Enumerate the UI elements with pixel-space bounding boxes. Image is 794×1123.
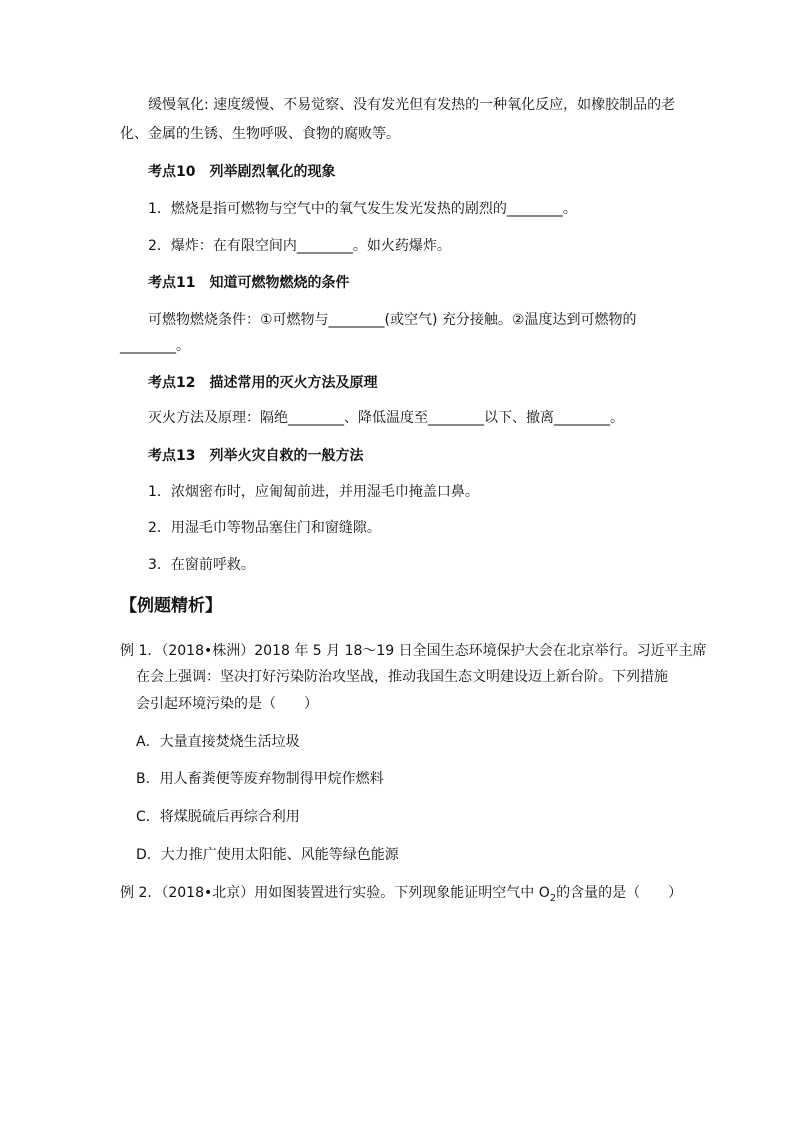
example-1-line-1: 例 1．（2018•株洲）2018 年 5 月 18～19 日全国生态环境保护大会在北京举行。习近平主席 — [120, 643, 707, 659]
point-12-heading: 考点12 描述常用的灭火方法及原理 — [148, 375, 378, 391]
examples-section-title: 【例题精析】 — [120, 596, 222, 616]
example-1-option-d: D．大力推广使用太阳能、风能等绿色能源 — [136, 847, 399, 863]
point-13-item-3: 3．在窗前呼救。 — [148, 557, 255, 573]
example-1-option-a: A．大量直接焚烧生活垃圾 — [136, 734, 300, 750]
example-1-line-2: 在会上强调：坚决打好污染防治攻坚战，推动我国生态文明建设迈上新台阶。下列措施 — [136, 669, 668, 685]
example-1-option-c: C．将煤脱硫后再综合利用 — [136, 809, 300, 825]
point-11-heading: 考点11 知道可燃物燃烧的条件 — [148, 275, 350, 291]
point-11-line-1: 可燃物燃烧条件：①可燃物与________(或空气) 充分接触。②温度达到可燃物的 — [148, 312, 637, 328]
slow-oxidation-line-1: 缓慢氧化: 速度缓慢、不易觉察、没有发光但有发热的一种氧化反应，如橡胶制品的老 — [148, 97, 676, 113]
point-12-line-1: 灭火方法及原理：隔绝________、降低温度至________以下、撤离________。 — [148, 410, 624, 426]
slow-oxidation-line-2: 化、金属的生锈、生物呼吸、食物的腐败等。 — [120, 126, 400, 142]
point-10-item-2: 2．爆炸：在有限空间内________。如火药爆炸。 — [148, 238, 451, 254]
example-2-subscript: 2 — [549, 892, 557, 904]
point-10-item-1: 1．燃烧是指可燃物与空气中的氧气发生发光发热的剧烈的________。 — [148, 201, 577, 217]
point-11-line-2: ________。 — [120, 338, 190, 354]
example-1-option-b: B．用人畜粪便等废弃物制得甲烷作燃料 — [136, 771, 384, 787]
example-2-prefix: 例 2．（2018•北京）用如图装置进行实验。下列现象能证明空气中 O — [120, 885, 550, 901]
example-2-line-1 — [120, 883, 682, 903]
point-10-heading: 考点10 列举剧烈氧化的现象 — [148, 164, 336, 180]
point-13-item-2: 2．用湿毛巾等物品塞住门和窗缝隙。 — [148, 520, 381, 536]
point-13-heading: 考点13 列举火灾自救的一般方法 — [148, 448, 364, 464]
point-13-item-1: 1．浓烟密布时，应匍匐前进，并用湿毛巾掩盖口鼻。 — [148, 484, 479, 500]
example-1-line-3: 会引起环境污染的是（ ） — [136, 696, 318, 712]
example-2-suffix: 的含量的是（ ） — [556, 885, 683, 901]
